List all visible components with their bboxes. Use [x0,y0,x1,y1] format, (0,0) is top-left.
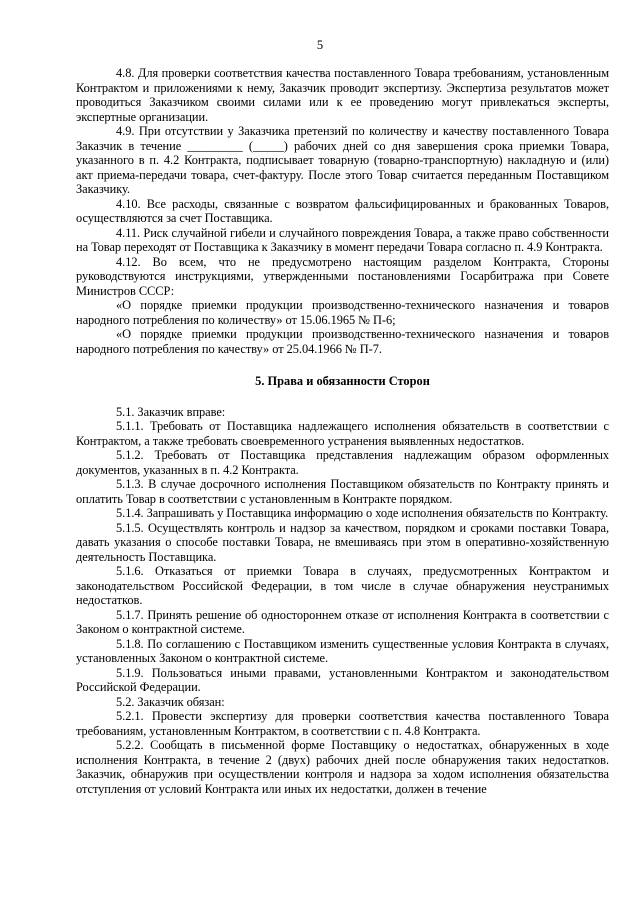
clause-5-2-1: 5.2.1. Провести экспертизу для проверки соответствия качества поставленного Товара требованиям, установленным Контрактом, в соответствии с п. 4.8 Контракта. [76,709,609,738]
clause-5-2: 5.2. Заказчик обязан: [116,694,225,709]
clause-5-1-3: 5.1.3. В случае досрочного исполнения Поставщиком обязательств по Контракту принять и оплатить Товар в соответствии с установленным в Контракте порядком. [76,477,609,506]
document-body [76,66,609,796]
clause-4-12: 4.12. Во всем, что не предусмотрено настоящим разделом Контракта, Стороны руководствуются инструкциями, утвержденными постановлениями Госарбитража при Совете Министров СССР: [76,254,609,298]
section-4-clauses [76,66,609,356]
clause-5-1-9: 5.1.9. Пользоваться иными правами, установленными Контрактом и законодательством Российской Федерации. [76,665,609,694]
clause-4-12-instruction-p6: «О порядке приемки продукции производственно-технического назначения и товаров народного потребления по количеству» от 15.06.1965 № П-6; [76,298,609,327]
section-5-clauses [76,405,609,797]
section-5-heading: 5. Права и обязанности Сторон [255,374,430,388]
clause-5-1-7: 5.1.7. Принять решение об одностороннем отказе от исполнения Контракта в соответствии с Законом о контрактной системе. [76,607,609,636]
clause-5-1-1: 5.1.1. Требовать от Поставщика надлежащего исполнения обязательств в соответствии с Контрактом, а также требовать своевременного устранения выявленных недостатков. [76,419,609,448]
clause-5-2-2: 5.2.2. Сообщать в письменной форме Поставщику о недостатках, обнаруженных в ходе исполнения Контракта, в течение 2 (двух) рабочих дней после обнаружения таких недостатков. Заказчик, обнаружив при осуществлении контроля и надзора за ходом исполнения обязательства отступления от условий Контракта или иных их недостатки, должен в течение [76,738,609,796]
clause-4-12-instruction-p7: «О порядке приемки продукции производственно-технического назначения и товаров народного потребления по качеству» от 25.04.1966 № П-7. [76,327,609,356]
clause-4-9: 4.9. При отсутствии у Заказчика претензий по количеству и качеству поставленного Товара Заказчик в течение _________ (_____) рабочих дней со дня завершения срока приемки Товара, указанного в п. 4.2 Контракта, подписывает товарную (товарно-транспортную) накладную и (или) акт приема-передачи товара, счет-фактуру. После этого Товар считается переданным Поставщиком Заказчику. [76,124,609,196]
clause-5-1-5: 5.1.5. Осуществлять контроль и надзор за качеством, порядком и сроками поставки Товара, давать указания о способе поставки Товара, не вмешиваясь при этом в оперативно-хозяйственную деятельность Поставщика. [76,520,609,564]
page-number: 5 [316,38,324,52]
clause-5-1-4: 5.1.4. Запрашивать у Поставщика информацию о ходе исполнения обязательств по Контракту. [116,506,609,520]
clause-4-8: 4.8. Для проверки соответствия качества поставленного Товара требованиям, установленным Контрактом и приложениями к нему, Заказчик проводит экспертизу. Экспертиза результатов может проводиться Заказчиком своими силами или к ее проведению могут привлекаться эксперты, экспертные организации. [76,66,609,124]
clause-5-1-6: 5.1.6. Отказаться от приемки Товара в случаях, предусмотренных Контрактом и законодательством Российской Федерации, в том числе в случае обнаружения неустранимых недостатков. [76,564,609,607]
clause-5-1: 5.1. Заказчик вправе: [116,404,226,419]
clause-4-11: 4.11. Риск случайной гибели и случайного повреждения Товара, а также право собственности на Товар переходят от Поставщика к Заказчику в момент передачи Товара согласно п. 4.9 Контракта. [76,225,609,254]
clause-5-1-8: 5.1.8. По соглашению с Поставщиком изменить существенные условия Контракта в случаях, установленных Законом о контрактной системе. [76,636,609,665]
clause-5-1-2: 5.1.2. Требовать от Поставщика представления надлежащим образом оформленных документов, указанных в п. 4.2 Контракта. [76,448,609,477]
clause-4-10: 4.10. Все расходы, связанные с возвратом фальсифицированных и бракованных Товаров, осуществляются за счет Поставщика. [76,196,609,225]
